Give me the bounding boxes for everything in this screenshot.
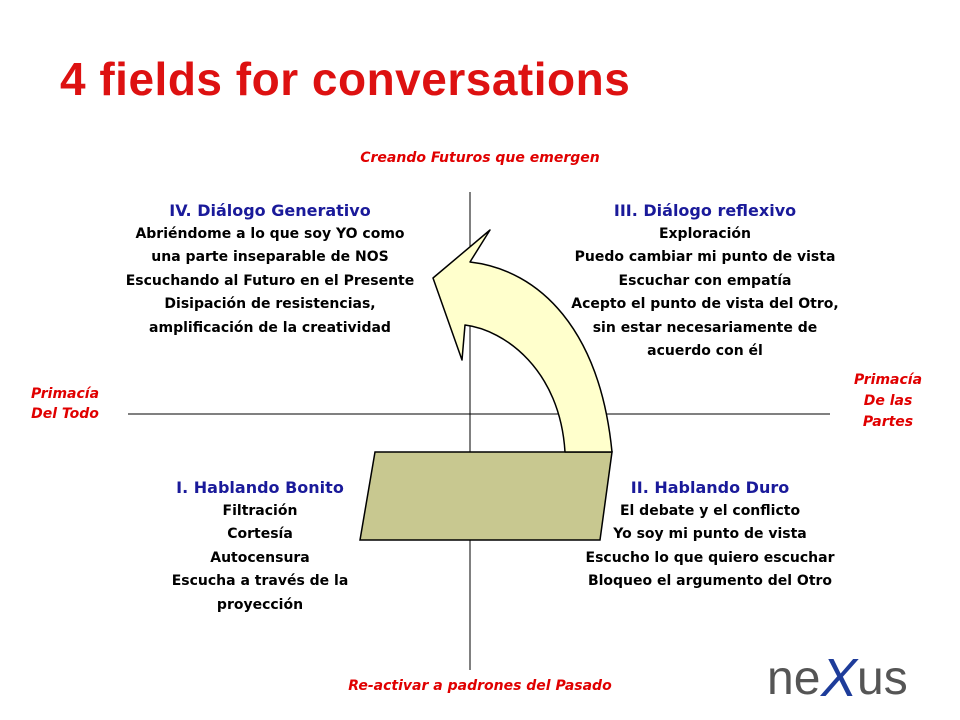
quadrant-line: Autocensura xyxy=(210,549,310,566)
quadrant-line: amplificación de la creatividad xyxy=(149,319,391,336)
logo-text-ne: ne xyxy=(767,652,821,705)
quadrant-heading: II. Hablando Duro xyxy=(630,478,790,497)
quadrant-line: una parte inseparable de NOS xyxy=(151,249,389,265)
logo-text-us: us xyxy=(857,652,908,705)
quadrant-line: Puedo cambiar mi punto de vista xyxy=(574,249,836,265)
axis-label-right: Primacía De las Partes xyxy=(853,372,923,430)
quadrant-iii-reflexive xyxy=(530,199,880,364)
quadrant-line: Yo soy mi punto de vista xyxy=(613,526,807,542)
quadrant-line: Disipación de resistencias, xyxy=(164,296,376,312)
quadrant-line: Escuchando al Futuro en el Presente xyxy=(125,272,415,289)
nexus-logo xyxy=(765,648,935,708)
quadrant-line: Acepto el punto de vista del Otro, xyxy=(571,296,839,312)
quadrant-heading: IV. Diálogo Generativo xyxy=(169,201,371,220)
quadrant-line: Escucho lo que quiero escuchar xyxy=(585,549,835,566)
axis-label-left: Primacía Del Todo xyxy=(30,386,100,422)
quadrant-line: Exploración xyxy=(658,225,752,242)
quadrant-line: acuerdo con él xyxy=(647,343,763,359)
quadrant-heading: I. Hablando Bonito xyxy=(176,478,344,497)
quadrant-line: Escucha a través de la xyxy=(171,573,349,589)
quadrant-line: Cortesía xyxy=(227,526,293,542)
quadrant-line: sin estar necesariamente de xyxy=(592,319,818,336)
quadrant-line: proyección xyxy=(216,596,304,613)
logo-text-x: X xyxy=(821,648,858,708)
quadrant-line: Abriéndome a lo que soy YO como xyxy=(135,225,405,242)
quadrant-line: El debate y el conflicto xyxy=(619,502,801,519)
axis-label-top: Creando Futuros que emergen xyxy=(360,150,600,166)
quadrant-line: Filtración xyxy=(222,502,298,519)
quadrant-heading: III. Diálogo reflexivo xyxy=(613,201,797,220)
quadrant-line: Bloqueo el argumento del Otro xyxy=(587,573,833,589)
quadrant-ii-tough-talk xyxy=(540,476,880,594)
quadrant-iv-generative xyxy=(100,199,440,340)
axis-label-bottom: Re-activar a padrones del Pasado xyxy=(348,678,612,694)
quadrant-line: Escuchar con empatía xyxy=(618,272,792,289)
page-title: 4 fields for conversations xyxy=(60,53,631,105)
quadrant-i-nice-talk xyxy=(110,476,410,617)
